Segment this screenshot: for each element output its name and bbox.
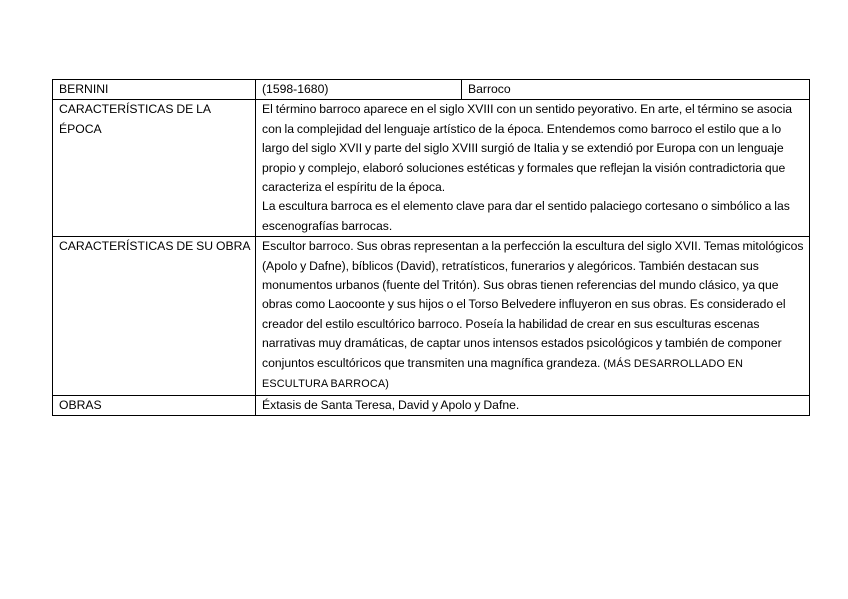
work-traits-text: Escultor barroco. Sus obras representan a la perfección la escultura del siglo XVII. Temas mitológicos (Apolo y Dafne), bíblicos (David), retratísticos, funerarios y alegóricos. También destacan sus monumentos urbanos (fuente del Tritón). Sus obras tienen referencias del mundo clásico, ya que obras como Laocoonte y sus hijos o el Torso Belvedere influyeron en sus obras. Es considerado el creador del estilo escultórico barroco. Poseía la habilidad de crear en sus esculturas escenas narrativas muy dramáticas, de captar unos intensos estados psicológicos y también de componer conjuntos escultóricos que transmiten una magnífica grandeza.: [262, 239, 804, 370]
table-row-header: [53, 80, 810, 100]
artist-name-cell: BERNINI: [53, 80, 256, 100]
artistic-style-cell: Barroco: [462, 80, 810, 100]
work-traits-label-cell: CARACTERÍSTICAS DE SU OBRA: [53, 237, 256, 395]
artist-dates-cell: (1598-1680): [256, 80, 462, 100]
epoch-label-cell: CARACTERÍSTICAS DE LA ÉPOCA: [53, 100, 256, 237]
table-row-work-traits: [53, 237, 810, 395]
epoch-content-cell: [256, 100, 810, 237]
work-traits-note: (MÁS DESARROLLADO EN ESCULTURA BARROCA): [262, 357, 744, 391]
bernini-table: [52, 79, 810, 416]
works-content-cell: Éxtasis de Santa Teresa, David y Apolo y Dafne.: [256, 395, 810, 415]
table-row-epoch: [53, 100, 810, 237]
work-traits-content-cell: [256, 237, 810, 395]
works-label-cell: OBRAS: [53, 395, 256, 415]
table-row-works: [53, 395, 810, 415]
epoch-paragraph-2: La escultura barroca es el elemento clave para dar el sentido palaciego cortesano o simbólico a las escenografías barrocas.: [262, 199, 790, 233]
epoch-paragraph-1: El término barroco aparece en el siglo XVIII con un sentido peyorativo. En arte, el término se asocia con la complejidad del lenguaje artístico de la época. Entendemos como barroco el estilo que a lo largo del siglo XVII y parte del siglo XVIII surgió de Italia y se extendió por Europa con un lenguaje propio y complejo, elaboró soluciones estéticas y formales que reflejan la visión contradictoria que caracteriza el espíritu de la época.: [262, 102, 793, 195]
